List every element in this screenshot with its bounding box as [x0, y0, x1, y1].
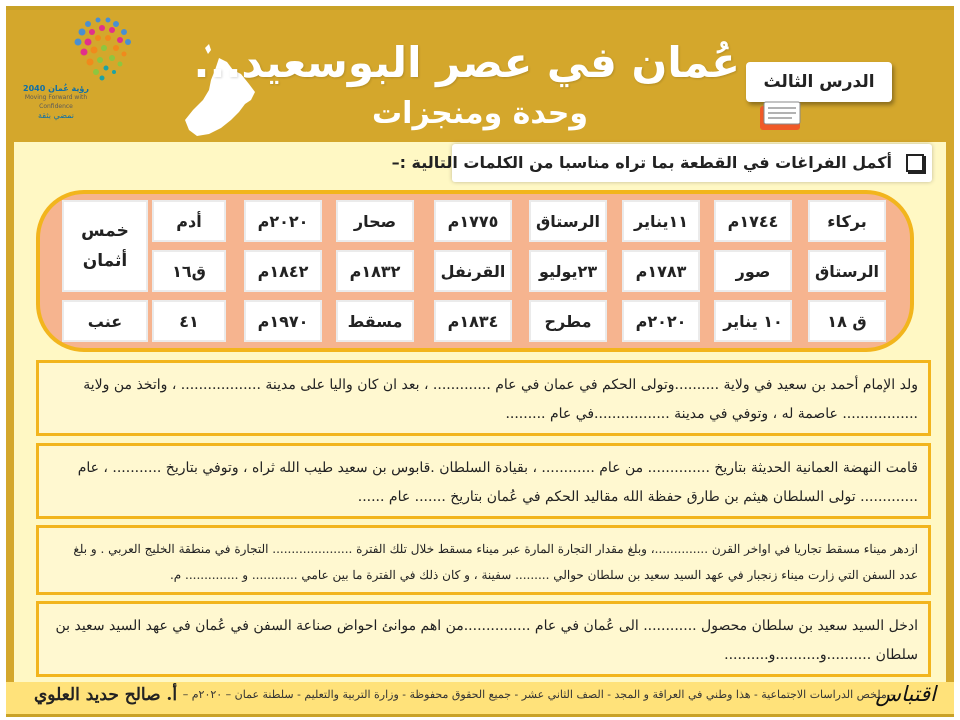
word-bank-cell: ١١يناير	[622, 200, 700, 242]
fill-paragraph-3	[36, 525, 931, 595]
word-bank-cell: ١٧٨٣م	[622, 250, 700, 292]
footer-bar	[6, 682, 954, 717]
word-bank-cell: عنب	[62, 300, 148, 342]
paragraph-line: عدد السفن التي زارت ميناء زنجبار في عهد السيد سعيد بن سلطان حوالي ......... سفينة ، و كان ذلك في الفترة ما بين عامي ............ و .............. م.	[169, 568, 918, 582]
word-bank-cell: بركاء	[808, 200, 886, 242]
book-icon	[756, 96, 806, 136]
word-bank-cell: ١٩٧٠م	[244, 300, 322, 342]
left-frame-bar	[6, 142, 14, 684]
fill-paragraph-4	[36, 601, 931, 677]
right-frame-bar	[946, 142, 954, 684]
instruction-text: أكمل الفراغات في القطعة بما تراه مناسبا من الكلمات التالية :–	[391, 153, 892, 172]
word-bank-cell: ٢٠٢٠م	[244, 200, 322, 242]
page-title: عُمان في عصر البوسعيد...	[193, 38, 740, 87]
word-bank-cell: ١٠ يناير	[714, 300, 792, 342]
checkbox-icon	[906, 154, 924, 172]
word-bank-cell: ق ١٨	[808, 300, 886, 342]
word-bank-cell: أدم	[152, 200, 226, 242]
lesson-badge: الدرس الثالث	[746, 62, 892, 102]
footer-credits: - ملخص الدراسات الاجتماعية - هذا وطني في العراقة و المجد - الصف الثاني عشر - جميع الحقوق محفوظة - وزارة التربية والتعليم - سلطنة عمان – ٢٠٢٠م –	[182, 688, 894, 701]
paragraph-line: ................. عاصمة له ، وتوفي في مدينة .................في عام .........	[505, 406, 918, 422]
word-bank-cell: ١٨٣٢م	[336, 250, 414, 292]
word-bank-cell-tall: خمس أثمان	[62, 200, 148, 292]
word-bank-cell: الرستاق	[529, 200, 607, 242]
word-bank-cell: ق١٦	[152, 250, 226, 292]
word-bank-cell: مطرح	[529, 300, 607, 342]
word-bank-cell: صحار	[336, 200, 414, 242]
word-bank-cell: ١٨٣٤م	[434, 300, 512, 342]
word-bank-cell: ٢٠٢٠م	[622, 300, 700, 342]
word-bank-cell: صور	[714, 250, 792, 292]
word-bank-cell: ١٧٧٥م	[434, 200, 512, 242]
page-subtitle: وحدة ومنجزات	[372, 96, 588, 131]
vision-logo-caption	[20, 84, 92, 120]
vision-logo-line3: نمضي بثقة	[38, 111, 74, 120]
vision-logo-line2: Moving Forward with Confidence	[24, 94, 88, 110]
instruction-box	[391, 144, 932, 182]
paragraph-line: قامت النهضة العمانية الحديثة بتاريخ .............. من عام ............ ، بقيادة السلطان .قابوس بن سعيد طيب الله ثراه ، وتوفي بتاريخ ........... ، عام	[77, 460, 918, 476]
word-bank-cell: الرستاق	[808, 250, 886, 292]
word-bank-cell: ٤١	[152, 300, 226, 342]
word-bank-cell: القرنفل	[434, 250, 512, 292]
paragraph-line: ............. تولى السلطان هيثم بن طارق حفظة الله مقاليد الحكم في عُمان بتاريخ ....... عام ......	[357, 489, 918, 505]
paragraph-line: سلطان ..........و..........و..........	[724, 647, 918, 663]
word-bank-cell: ٢٣يوليو	[529, 250, 607, 292]
fill-paragraph-1	[36, 360, 931, 436]
footer-author: أ. صالح حديد العلوي	[34, 685, 178, 705]
footer-signature: اقتباس	[875, 682, 936, 706]
word-bank-cell: ١٨٤٢م	[244, 250, 322, 292]
word-bank-cell: ١٧٤٤م	[714, 200, 792, 242]
vision-logo-line1: رؤية عُمان 2040	[23, 84, 89, 93]
paragraph-line: ادخل السيد سعيد بن سلطان محصول ............ الى عُمان في عام ...............من اهم موانئ احواض صناعة السفن في عُمان في عهد السيد سعيد بن	[55, 618, 918, 634]
paragraph-line: ولد الإمام أحمد بن سعيد في ولاية ..........وتولى الحكم في عمان في عام ............. ، بعد ان كان واليا على مدينة .................. ، واتخذ من ولاية	[83, 377, 918, 393]
paragraph-line: ازدهر ميناء مسقط تجاريا في اواخر القرن ..............، وبلغ مقدار التجارة المارة عبر ميناء مسقط خلال تلك الفترة ..................... التجارة في منطقة الخليج العربي . و بلغ	[73, 542, 918, 556]
word-bank-cell: مسقط	[336, 300, 414, 342]
fill-paragraph-2	[36, 443, 931, 519]
